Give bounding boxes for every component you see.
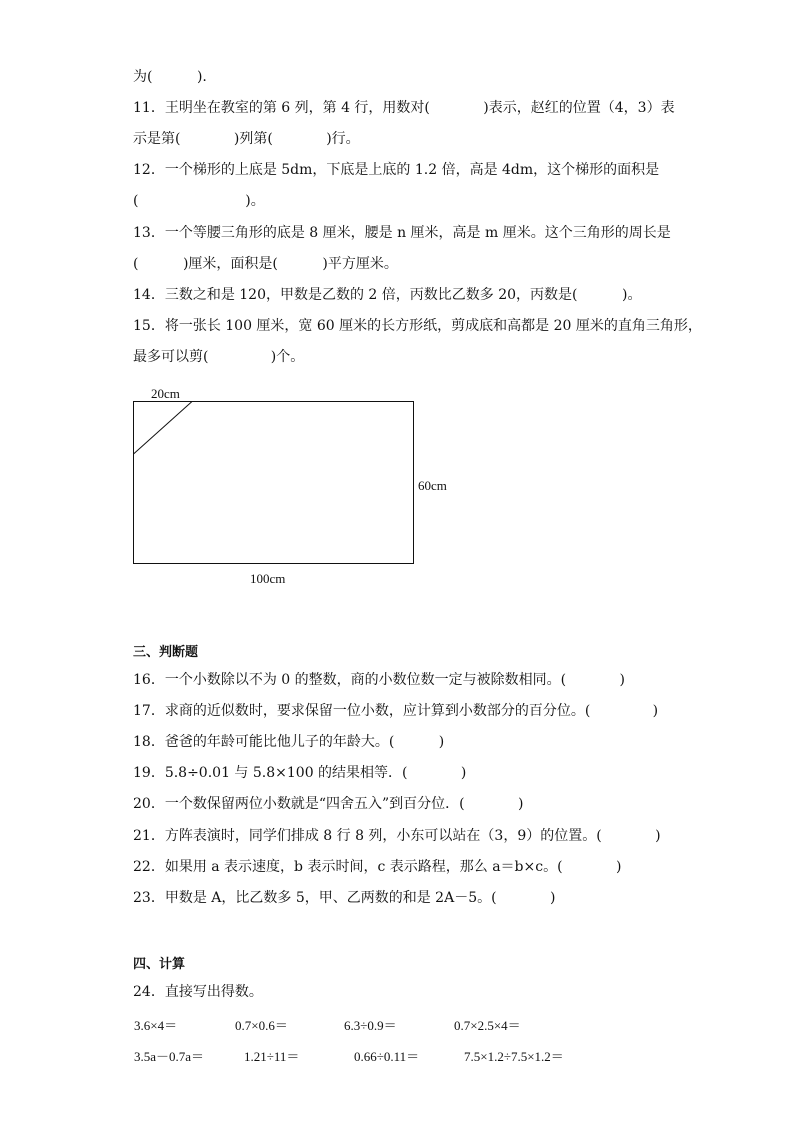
question-11-line2: 示是第( )列第( )行。 bbox=[133, 131, 360, 147]
figure-top-label: 20cm bbox=[151, 386, 180, 401]
question-12-line1: 12．一个梯形的上底是 5dm，下底是上底的 1.2 倍，高是 4dm，这个梯形的面积是 bbox=[133, 162, 660, 178]
question-12-line2: ( )。 bbox=[133, 193, 265, 209]
judge-item-21: 21．方阵表演时，同学们排成 8 行 8 列，小东可以站在（3，9）的位置。( ) bbox=[133, 828, 661, 844]
calc-item: 0.66÷0.11＝ bbox=[354, 1049, 420, 1064]
question-14-line: 14．三数之和是 120，甲数是乙数的 2 倍，丙数比乙数多 20，丙数是( )。 bbox=[133, 287, 642, 303]
paper-rectangle bbox=[134, 402, 414, 564]
calc-item: 3.5a－0.7a＝ bbox=[134, 1049, 205, 1064]
judge-item-16: 16．一个小数除以不为 0 的整数，商的小数位数一定与被除数相同。( ) bbox=[133, 672, 625, 688]
question-24: 24．直接写出得数。 bbox=[133, 984, 263, 1000]
calc-item: 3.6×4＝ bbox=[134, 1018, 178, 1033]
question-15-line1: 15．将一张长 100 厘米，宽 60 厘米的长方形纸，剪成底和高都是 20 厘米的直角三角形， bbox=[133, 318, 702, 334]
calc-item: 1.21÷11＝ bbox=[244, 1049, 300, 1064]
section-3-title: 三、判断题 bbox=[133, 645, 199, 660]
judge-item-19: 19．5.8÷0.01 与 5.8×100 的结果相等．( ) bbox=[133, 765, 467, 781]
triangle-cut-line bbox=[134, 402, 193, 455]
calc-item: 6.3÷0.9＝ bbox=[344, 1018, 397, 1033]
figure-right-label: 60cm bbox=[418, 478, 447, 493]
calc-item: 0.7×0.6＝ bbox=[235, 1018, 288, 1033]
judge-item-20: 20．一个数保留两位小数就是“四舍五入”到百分位．( ) bbox=[133, 796, 524, 812]
question-11-line1: 11．王明坐在教室的第 6 列，第 4 行，用数对( )表示，赵红的位置（4，3）表 bbox=[133, 100, 675, 116]
rectangle-figure bbox=[120, 380, 460, 595]
judge-item-17: 17．求商的近似数时，要求保留一位小数，应计算到小数部分的百分位。( ) bbox=[133, 703, 659, 719]
judge-item-23: 23．甲数是 A，比乙数多 5，甲、乙两数的和是 2A－5。( ) bbox=[133, 890, 556, 906]
question-13-line2: ( )厘米，面积是( )平方厘米。 bbox=[133, 256, 398, 272]
calc-item: 0.7×2.5×4＝ bbox=[454, 1018, 521, 1033]
calc-item: 7.5×1.2÷7.5×1.2＝ bbox=[464, 1049, 564, 1064]
question-13-line1: 13．一个等腰三角形的底是 8 厘米，腰是 n 厘米，高是 m 厘米。这个三角形的周长是 bbox=[133, 225, 671, 241]
question-15-line2: 最多可以剪( )个。 bbox=[133, 349, 305, 365]
judge-item-22: 22．如果用 a 表示速度，b 表示时间，c 表示路程，那么 a＝b×c。( ) bbox=[133, 859, 622, 875]
figure-bottom-label: 100cm bbox=[250, 571, 286, 586]
question-line: 为( ). bbox=[133, 69, 207, 85]
judge-item-18: 18．爸爸的年龄可能比他儿子的年龄大。( ) bbox=[133, 734, 445, 750]
section-4-title: 四、计算 bbox=[133, 957, 186, 972]
